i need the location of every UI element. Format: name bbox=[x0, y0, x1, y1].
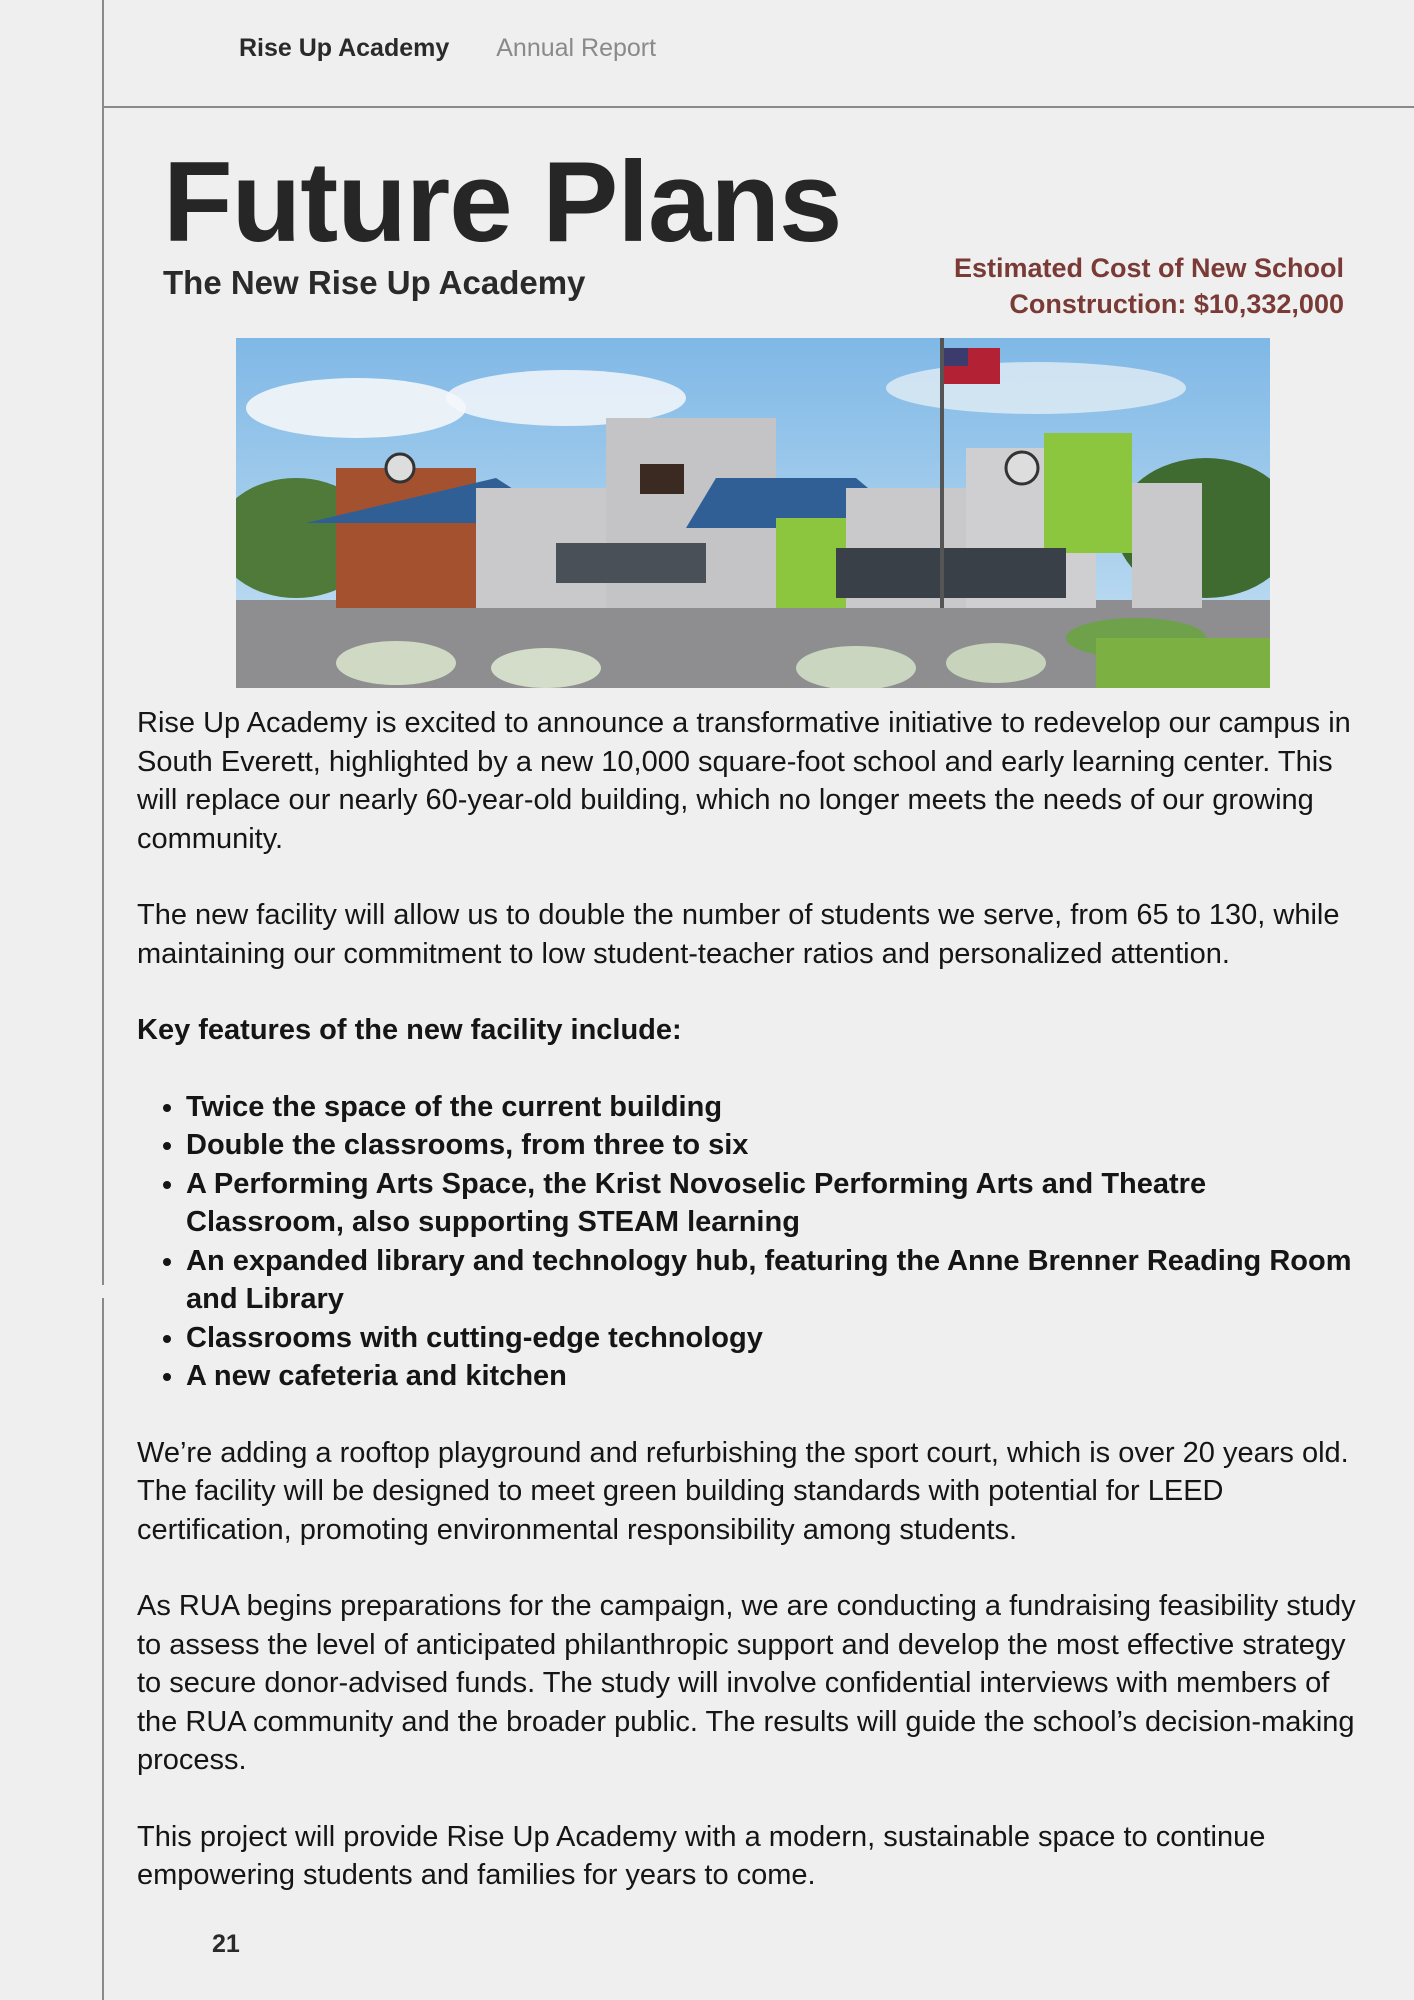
margin-rule-top bbox=[102, 0, 104, 1285]
building-rendering bbox=[236, 338, 1270, 688]
features-heading: Key features of the new facility include: bbox=[137, 1014, 682, 1046]
margin-rule-bottom bbox=[102, 1298, 104, 2000]
paragraph-capacity: The new facility will allow us to double the number of students we serve, from 65 to 130, while maintaining our commitment to low student-teacher ratios and personalized attention. bbox=[137, 899, 1340, 970]
paragraph-closing: This project will provide Rise Up Academy with a modern, sustainable space to continue empowering students and families for years to come. bbox=[137, 1820, 1266, 1891]
list-item: • Double the classrooms, from three to six bbox=[186, 1126, 1359, 1165]
building-rendering-illustration bbox=[236, 338, 1270, 688]
list-item: • Classrooms with cutting-edge technology bbox=[186, 1319, 1359, 1358]
list-item: • Twice the space of the current building bbox=[186, 1088, 1359, 1127]
header-brand: Rise Up Academy bbox=[239, 34, 450, 62]
list-item: • A new cafeteria and kitchen bbox=[186, 1357, 1359, 1396]
features-list bbox=[137, 1088, 1359, 1396]
running-header bbox=[239, 34, 656, 63]
paragraph-intro: Rise Up Academy is excited to announce a transformative initiative to redevelop our campus in South Everett, highlighted by a new 10,000 square-foot school and early learning center. This will replace our nearly 60-year-old building, which no longer meets the needs of our growing community. bbox=[137, 707, 1351, 855]
paragraph-green-building: We’re adding a rooftop playground and refurbishing the sport court, which is over 20 years old. The facility will be designed to meet green building standards with potential for LEED certification, promoting environmental responsibility among students. bbox=[137, 1436, 1349, 1546]
list-item: • A Performing Arts Space, the Krist Novoselic Performing Arts and Theatre Classroom, also supporting STEAM learning bbox=[186, 1165, 1359, 1242]
header-section: Annual Report bbox=[496, 34, 657, 62]
page-title: Future Plans bbox=[163, 139, 842, 266]
page-subtitle: The New Rise Up Academy bbox=[163, 264, 586, 301]
article-body bbox=[137, 704, 1359, 1933]
cost-line-2: Construction: $10,332,000 bbox=[1009, 289, 1344, 320]
page-number: 21 bbox=[212, 1930, 240, 1958]
paragraph-feasibility: As RUA begins preparations for the campaign, we are conducting a fundraising feasibility study to assess the level of anticipated philanthropic support and develop the most effective strategy to secure donor-advised funds. The study will involve confidential interviews with members of the RUA community and the broader public. The results will guide the school’s decision-making process. bbox=[137, 1590, 1356, 1776]
cost-line-1: Estimated Cost of New School bbox=[953, 253, 1344, 283]
header-rule bbox=[102, 106, 1414, 108]
estimated-cost bbox=[824, 250, 1344, 322]
list-item: • An expanded library and technology hub, featuring the Anne Brenner Reading Room and Library bbox=[186, 1242, 1359, 1319]
